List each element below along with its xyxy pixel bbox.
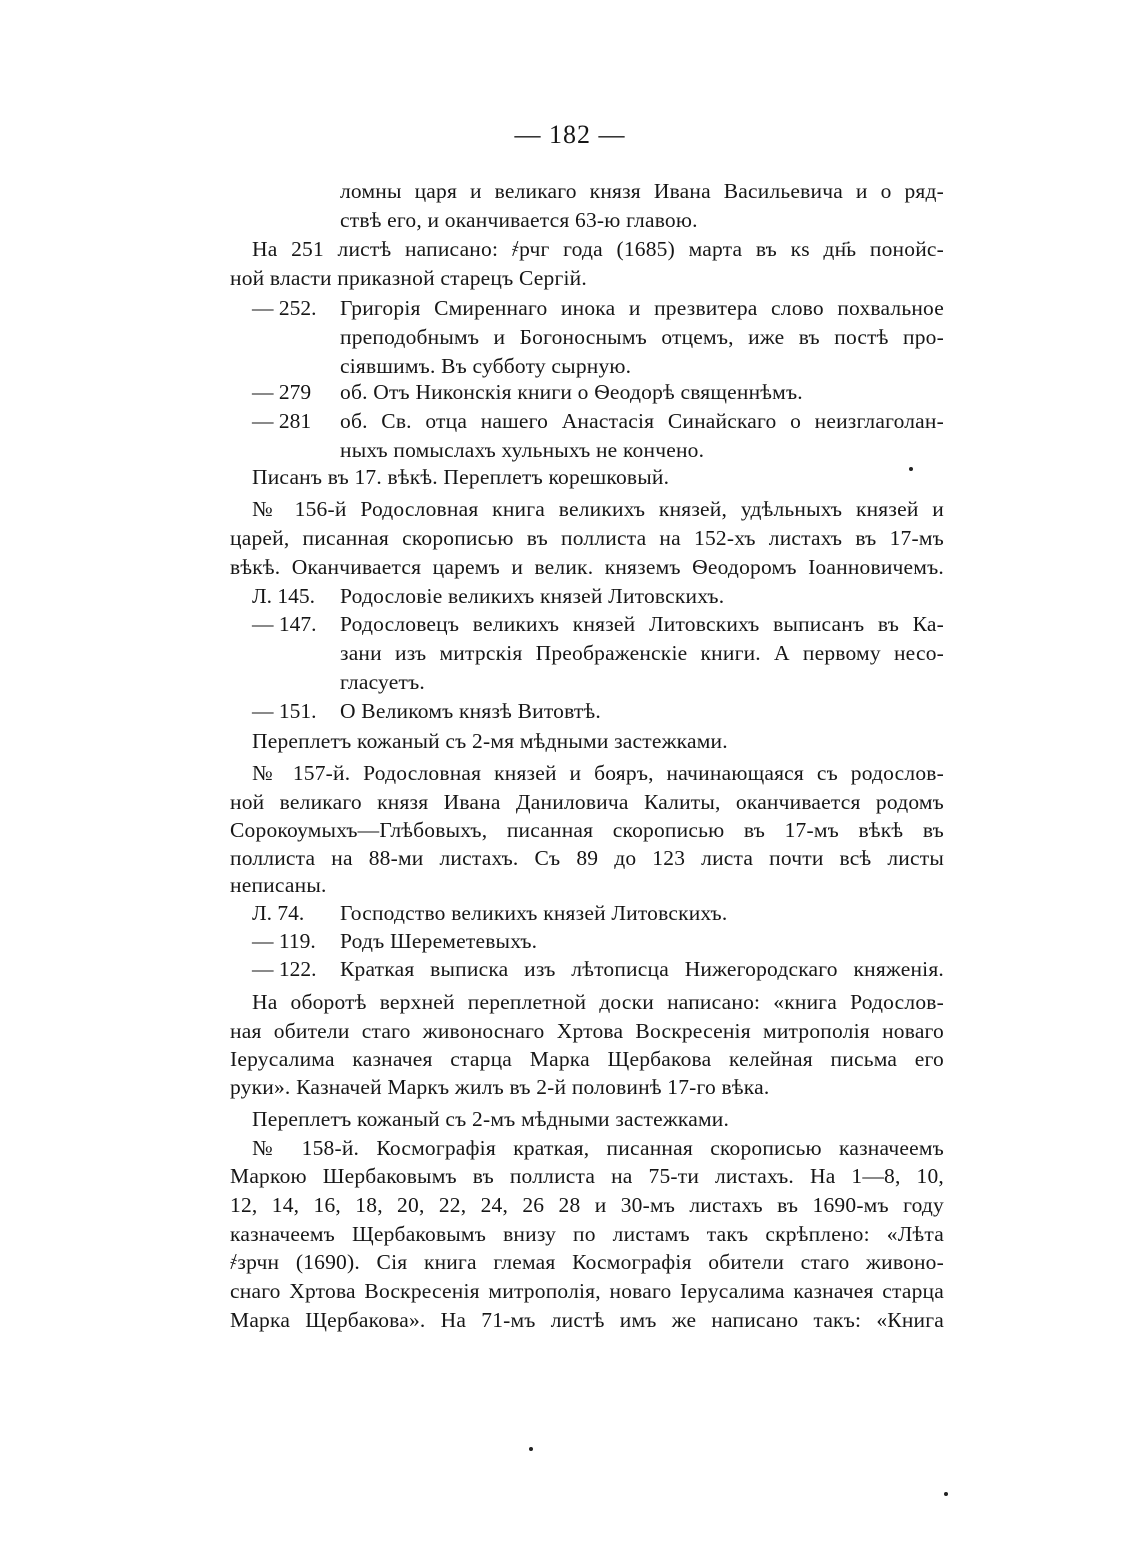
- text-line: ныхъ помыслахъ хульныхъ не кончено.: [340, 438, 705, 462]
- text-line: На оборотѣ верхней переплетной доски написано: «книга Родослов-: [252, 990, 944, 1014]
- text-line: № 157-й. Родословная князей и бояръ, начинающаяся съ родослов-: [252, 761, 944, 785]
- text-line: Писанъ въ 17. вѣкѣ. Переплетъ корешковый.: [252, 465, 670, 489]
- text-line: поллиста на 88-ми листахъ. Съ 89 до 123 листа почти всѣ листы: [230, 846, 944, 870]
- text-line: руки». Казначей Маркъ жилъ въ 2-й половинѣ 17-го вѣка.: [230, 1075, 770, 1099]
- text-line: преподобнымъ и Богоноснымъ отцемъ, иже въ постѣ про-: [340, 325, 944, 349]
- text-line: Марка Щербакова». На 71-мъ листѣ имъ же написано такъ: «Книга: [230, 1308, 944, 1332]
- scan-speck: [529, 1447, 533, 1451]
- text-line: Родословіе великихъ князей Литовскихъ.: [340, 584, 725, 608]
- text-line: царей, писанная скорописью въ поллиста на 152-хъ листахъ въ 17-мъ: [230, 526, 944, 550]
- text-line: снаго Хртова Воскресенія митрополія, новаго Іерусалима казначея старца: [230, 1279, 944, 1303]
- text-line: Родъ Шереметевыхъ.: [340, 929, 538, 953]
- text-line: ной великаго князя Ивана Даниловича Калиты, оканчивается родомъ: [230, 790, 944, 814]
- text-line: гласуетъ.: [340, 670, 425, 694]
- folio-ref: — 281: [252, 409, 312, 433]
- text-line: На 251 листѣ написано: ҂рчг года (1685) марта въ кѕ дн҃ь понойс-: [252, 237, 944, 261]
- text-line: Господство великихъ князей Литовскихъ.: [340, 901, 728, 925]
- folio-ref: — 151.: [252, 699, 317, 723]
- text-line: Маркою Шербаковымъ въ поллиста на 75-ти листахъ. На 1—8, 10,: [230, 1164, 944, 1188]
- text-line: Сорокоумыхъ—Глѣбовыхъ, писанная скорописью въ 17-мъ вѣкѣ въ: [230, 818, 944, 842]
- folio-ref: — 147.: [252, 612, 317, 636]
- text-line: Переплетъ кожаный съ 2-мя мѣдными застежками.: [252, 729, 728, 753]
- scan-speck: [944, 1492, 948, 1496]
- text-line: Родословецъ великихъ князей Литовскихъ выписанъ въ Ка-: [340, 612, 944, 636]
- text-line: ломны царя и великаго князя Ивана Васильевича и о ряд-: [340, 179, 944, 203]
- text-line: О Великомъ князѣ Витовтѣ.: [340, 699, 601, 723]
- text-line: Краткая выписка изъ лѣтописца Нижегородскаго княженія.: [340, 957, 944, 981]
- folio-ref: — 122.: [252, 957, 317, 981]
- text-line: казначеемъ Щербаковымъ внизу по листамъ такъ скрѣплено: «Лѣта: [230, 1222, 944, 1246]
- text-line: об. Отъ Никонскія книги о Ѳеодорѣ священнѣмъ.: [340, 380, 803, 404]
- page-number: — 182 —: [514, 120, 626, 149]
- folio-ref: Л. 145.: [252, 584, 315, 608]
- text-line: вѣкѣ. Оканчивается царемъ и велик. княземъ Ѳеодоромъ Іоанновичемъ.: [230, 555, 944, 579]
- text-line: Іерусалима казначея старца Марка Щербакова келейная письма его: [230, 1047, 944, 1071]
- text-line: ная обители стаго живоноснаго Хртова Воскресенія митрополія новаго: [230, 1019, 944, 1043]
- folio-ref: — 279: [252, 380, 312, 404]
- scan-speck: [909, 467, 913, 471]
- folio-ref: Л. 74.: [252, 901, 305, 925]
- text-line: ной власти приказной старецъ Сергій.: [230, 266, 587, 290]
- text-line: № 156-й Родословная книга великихъ князей, удѣльныхъ князей и: [252, 497, 944, 521]
- text-line: 12, 14, 16, 18, 20, 22, 24, 26 28 и 30-мъ листахъ въ 1690-мъ году: [230, 1193, 944, 1217]
- text-line: неписаны.: [230, 873, 327, 897]
- text-line: об. Св. отца нашего Анастасія Синайскаго о неизглаголан-: [340, 409, 944, 433]
- folio-ref: — 119.: [252, 929, 316, 953]
- folio-ref: — 252.: [252, 296, 317, 320]
- text-line: Григорія Смиреннаго инока и презвитера слово похвальное: [340, 296, 944, 320]
- text-line: сіявшимъ. Въ субботу сырную.: [340, 354, 632, 378]
- text-line: Переплетъ кожаный съ 2-мъ мѣдными застежками.: [252, 1107, 730, 1131]
- text-line: № 158-й. Космографія краткая, писанная скорописью казначеемъ: [252, 1136, 944, 1160]
- text-line: ҂зрчн (1690). Сія книга глемая Космографія обители стаго живоно-: [230, 1250, 944, 1274]
- text-line: ствѣ его, и оканчивается 63-ю главою.: [340, 208, 698, 232]
- text-line: зани изъ митрскія Преображенскіе книги. А первому несо-: [340, 641, 944, 665]
